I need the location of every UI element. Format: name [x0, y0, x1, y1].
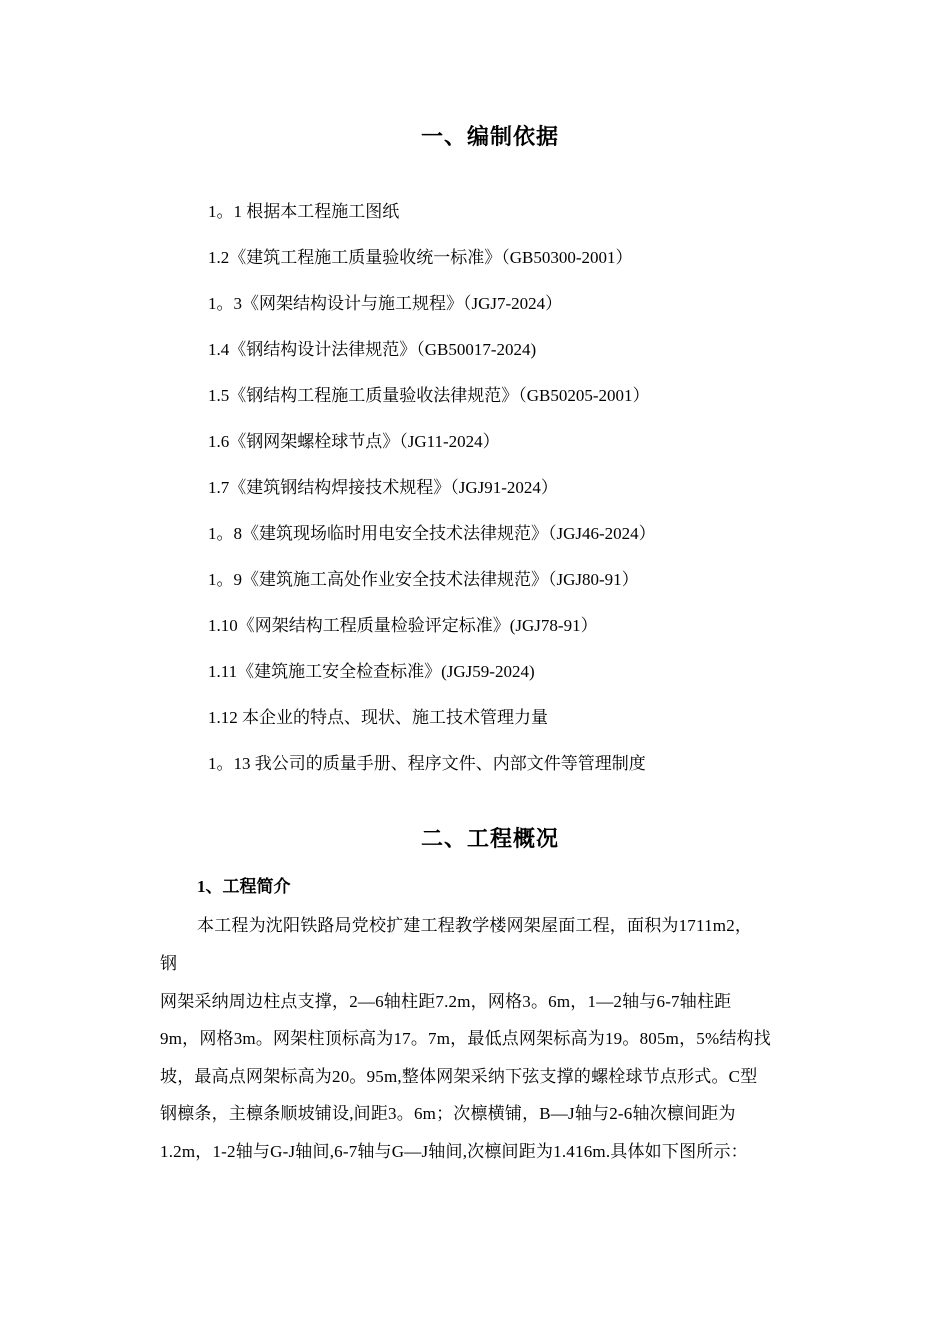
basis-item: 1。9《建筑施工高处作业安全技术法律规范》（JGJ80-91） [208, 570, 639, 589]
section-title-basis: 一、编制依据 [420, 124, 559, 149]
paragraph-line: 钢檩条，主檩条顺坡铺设,间距3。6m；次檩横铺，B—J轴与2-6轴次檩间距为 [160, 1104, 736, 1123]
basis-item: 1.12 本企业的特点、现状、施工技术管理力量 [208, 708, 548, 727]
basis-item: 1。13 我公司的质量手册、程序文件、内部文件等管理制度 [208, 754, 646, 773]
basis-item: 1。3《网架结构设计与施工规程》（JGJ7-2024） [208, 294, 563, 313]
paragraph-line: 1.2m，1-2轴与G-J轴间,6-7轴与G—J轴间,次檩间距为1.416m.具体如下图所示： [160, 1142, 748, 1161]
basis-item: 1.6《钢网架螺栓球节点》（JG11-2024） [208, 432, 500, 451]
basis-item: 1.7《建筑钢结构焊接技术规程》（JGJ91-2024） [208, 478, 558, 497]
basis-item: 1.10《网架结构工程质量检验评定标准》(JGJ78-91） [208, 616, 598, 635]
subheading-project-intro: 1、工程简介 [197, 877, 291, 896]
basis-item: 1.11《建筑施工安全检查标准》(JGJ59-2024) [208, 662, 535, 681]
basis-item: 1.4《钢结构设计法律规范》（GB50017-2024) [208, 340, 537, 359]
paragraph-line: 坡，最高点网架标高为20。95m,整体网架采纳下弦支撑的螺栓球节点形式。C型 [160, 1067, 758, 1086]
section-title-overview: 二、工程概况 [420, 826, 559, 851]
basis-item: 1.2《建筑工程施工质量验收统一标准》（GB50300-2001） [208, 248, 633, 267]
paragraph-line: 本工程为沈阳铁路局党校扩建工程教学楼网架屋面工程，面积为1711m2， [197, 916, 753, 935]
basis-item: 1.5《钢结构工程施工质量验收法律规范》（GB50205-2001） [208, 386, 650, 405]
basis-item: 1。1 根据本工程施工图纸 [208, 202, 400, 221]
paragraph-line: 9m，网格3m。网架柱顶标高为17。7m，最低点网架标高为19。805m，5%结构找 [160, 1029, 771, 1048]
paragraph-line: 网架采纳周边柱点支撑，2—6轴柱距7.2m，网格3。6m，1—2轴与6-7轴柱距 [160, 992, 732, 1011]
basis-item: 1。8《建筑现场临时用电安全技术法律规范》（JGJ46-2024） [208, 524, 656, 543]
paragraph-line: 钢 [160, 954, 178, 973]
